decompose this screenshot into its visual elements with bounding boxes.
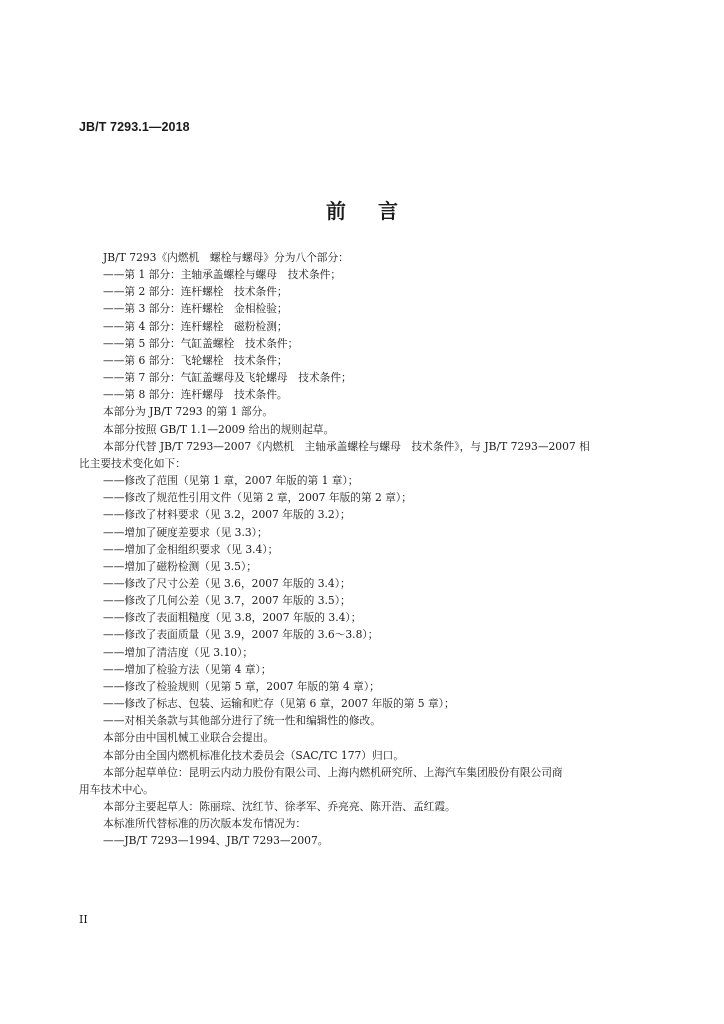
- page-title: 前言: [326, 199, 430, 223]
- paragraph-line: ——修改了规范性引用文件（见第 2 章，2007 年版的第 2 章）；: [103, 491, 412, 505]
- paragraph-line: JB/T 7293《内燃机 螺栓与螺母》分为八个部分：: [103, 251, 349, 264]
- paragraph-line: 本标准所代替标准的历次版本发布情况为：: [103, 817, 307, 831]
- paragraph-line: ——修改了范围（见第 1 章，2007 年版的第 1 章）；: [103, 474, 359, 488]
- paragraph-line: ——第 8 部分：连杆螺母 技术条件。: [103, 388, 288, 402]
- paragraph-line: 比主要技术变化如下：: [79, 456, 186, 470]
- paragraph-line: ——修改了表面粗糙度（见 3.8，2007 年版的 3.4）；: [103, 611, 362, 625]
- paragraph-line: ——增加了硬度差要求（见 3.3）；: [103, 525, 268, 539]
- paragraph-line: ——修改了检验规则（见第 5 章，2007 年版的第 4 章）；: [103, 679, 380, 693]
- paragraph-line: ——第 6 部分：飞轮螺栓 技术条件；: [103, 353, 288, 367]
- paragraph-line: 本部分由全国内燃机标准化技术委员会（SAC/TC 177）归口。: [103, 748, 405, 762]
- paragraph-line: 本部分起草单位：昆明云内动力股份有限公司、上海内燃机研究所、上海汽车集团股份有限公司商: [103, 765, 563, 779]
- paragraph-line: ——JB/T 7293—1994、JB/T 7293—2007。: [103, 834, 329, 848]
- paragraph-line: ——第 7 部分：气缸盖螺母及飞轮螺母 技术条件；: [103, 371, 352, 385]
- foreword-body: [79, 249, 649, 849]
- paragraph-line: ——第 1 部分：主轴承盖螺栓与螺母 技术条件；: [103, 268, 342, 282]
- paragraph-line: ——修改了材料要求（见 3.2，2007 年版的 3.2）；: [103, 508, 351, 522]
- standard-code: JB/T 7293.1—2018: [79, 120, 190, 134]
- page-number: II: [79, 913, 88, 926]
- paragraph-line: 用车技术中心。: [79, 782, 154, 796]
- paragraph-line: ——第 3 部分：连杆螺栓 金相检验；: [103, 302, 288, 316]
- paragraph-line: ——第 4 部分：连杆螺栓 磁粉检测；: [103, 319, 288, 333]
- paragraph-line: 本部分由中国机械工业联合会提出。: [103, 731, 275, 745]
- paragraph-line: ——增加了磁粉检测（见 3.5）；: [103, 559, 257, 573]
- paragraph-line: ——第 5 部分：气缸盖螺栓 技术条件；: [103, 336, 299, 350]
- paragraph-line: ——修改了尺寸公差（见 3.6，2007 年版的 3.4）；: [103, 576, 351, 590]
- paragraph-line: 本部分主要起草人：陈丽琮、沈红节、徐孝军、乔亮亮、陈开浩、孟红霞。: [103, 800, 456, 813]
- paragraph-line: 本部分代替 JB/T 7293—2007《内燃机 主轴承盖螺栓与螺母 技术条件》，与 JB/T 7293—2007 相: [103, 439, 590, 453]
- paragraph-line: ——修改了标志、包装、运输和贮存（见第 6 章，2007 年版的第 5 章）；: [103, 697, 455, 711]
- paragraph-line: ——增加了金相组织要求（见 3.4）；: [103, 542, 279, 556]
- paragraph-line: ——修改了几何公差（见 3.7，2007 年版的 3.5）；: [103, 594, 351, 608]
- paragraph-line: ——增加了清洁度（见 3.10）；: [103, 645, 254, 659]
- paragraph-line: ——修改了表面质量（见 3.9，2007 年版的 3.6～3.8）；: [103, 628, 379, 642]
- paragraph-line: ——增加了检验方法（见第 4 章）；: [103, 662, 272, 676]
- paragraph-line: 本部分为 JB/T 7293 的第 1 部分。: [103, 405, 274, 419]
- paragraph-line: ——对相关条款与其他部分进行了统一性和编辑性的修改。: [103, 714, 381, 728]
- paragraph-line: ——第 2 部分：连杆螺栓 技术条件；: [103, 285, 288, 299]
- paragraph-line: 本部分按照 GB/T 1.1—2009 给出的规则起草。: [103, 422, 335, 436]
